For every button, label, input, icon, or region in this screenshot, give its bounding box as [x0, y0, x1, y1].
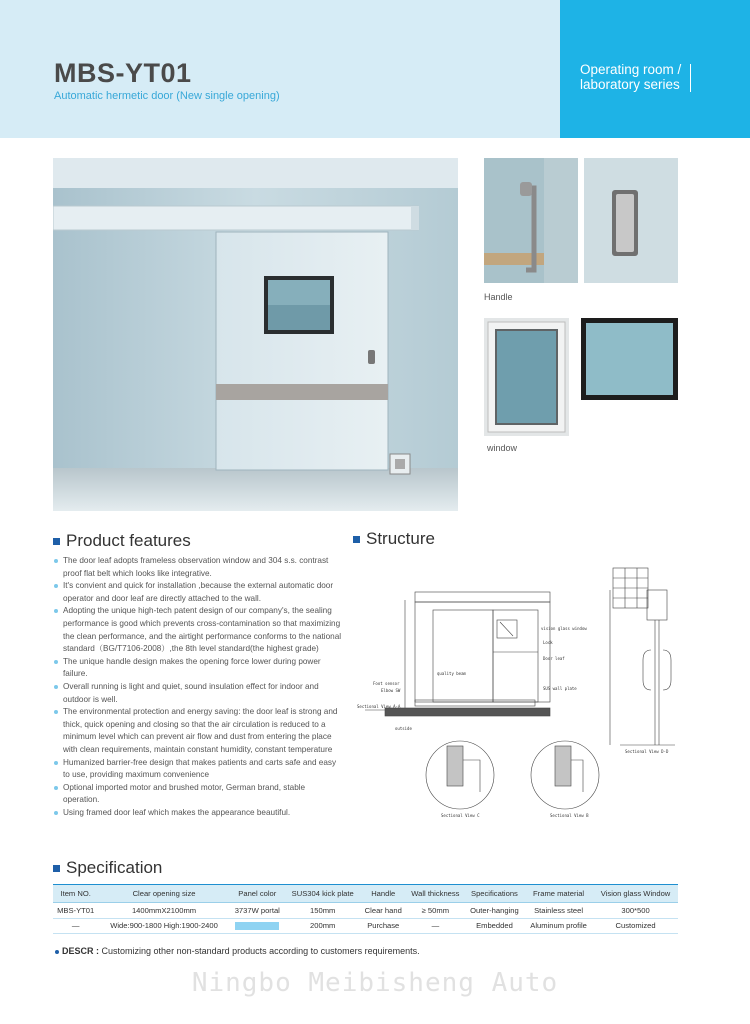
panel-color-swatch [235, 922, 279, 930]
table-header-row [53, 885, 678, 903]
table-cell: Aluminum profile [524, 918, 593, 934]
table-cell: 1400mmX2100mm [98, 903, 229, 919]
descr-note [55, 946, 420, 956]
handle-photo-2 [584, 158, 678, 283]
specification-heading [53, 858, 162, 878]
table-cell: 3737W portal [230, 903, 285, 919]
heading-square-icon [53, 865, 60, 872]
heading-square-icon [53, 538, 60, 545]
product-subtitle: Automatic hermetic door (New single opening) [54, 90, 280, 102]
feature-item: The unique handle design makes the opening force lower during power failure. [53, 656, 343, 681]
table-cell: Wide:900-1800 High:1900-2400 [98, 918, 229, 934]
structure-heading-text: Structure [366, 529, 435, 548]
table-cell: Customized [593, 918, 678, 934]
column-header: Frame material [524, 885, 593, 903]
sectional-dd-label: Sectional View D-D [625, 749, 669, 754]
table-cell: Clear hand [361, 903, 406, 919]
watermark: Ningbo Meibisheng Auto [191, 968, 559, 998]
handle-photo-1 [484, 158, 578, 283]
column-header: Specifications [465, 885, 524, 903]
window-caption: window [487, 443, 518, 453]
table-cell: 150mm [285, 903, 361, 919]
table-row [53, 903, 678, 919]
series-tab [560, 0, 750, 138]
feature-item: Optional imported motor and brushed motor, German brand, stable operation. [53, 782, 343, 807]
structure-drawing [355, 560, 720, 840]
table-cell: MBS-YT01 [53, 903, 98, 919]
table-cell: Outer-hanging [465, 903, 524, 919]
quality-beam-label: quality beam [437, 671, 466, 676]
sectional-aa-label: Sectional View A-A [357, 704, 401, 709]
table-cell: Stainless steel [524, 903, 593, 919]
handle-bar-illustration [484, 158, 578, 283]
table-cell: 300*500 [593, 903, 678, 919]
table-cell: — [53, 918, 98, 934]
features-list [53, 555, 343, 819]
feature-item: The environmental protection and energy saving: the door leaf is strong and thick, quick opening and closing so that the air circulation is reduced to a minimum level which can prevent air flow and dust from entering the place with clean requirements, maintain constant humidity, constant temperature [53, 706, 343, 756]
table-cell: 200mm [285, 918, 361, 934]
foot-sensor-label: Foot sensor [373, 681, 400, 686]
column-header: Item NO. [53, 885, 98, 903]
table-cell: — [406, 918, 465, 934]
window-photo-2 [581, 318, 678, 400]
door-illustration [53, 158, 458, 511]
table-cell: ≥ 50mm [406, 903, 465, 919]
feature-item: Overall running is light and quiet, sound insulation effect for indoor and outdoor is well. [53, 681, 343, 706]
series-divider [690, 64, 691, 92]
series-line-1: Operating room / [580, 62, 682, 77]
bullet-dot-icon [55, 950, 59, 954]
specification-table [53, 884, 678, 934]
framed-window-illustration [484, 318, 569, 436]
column-header: Panel color [230, 885, 285, 903]
recessed-handle-illustration [584, 158, 678, 283]
descr-label: DESCR : [62, 946, 100, 956]
feature-item: Humanized barrier-free design that makes patients and carts safe and easy to use, providing maximum convenience [53, 757, 343, 782]
outside-label: outside [395, 726, 412, 731]
column-header: SUS304 kick plate [285, 885, 361, 903]
lock-label: Lock [543, 640, 553, 645]
elbow-sw-label: Elbow SW [381, 688, 401, 693]
table-cell: Embedded [465, 918, 524, 934]
table-cell [230, 918, 285, 934]
frameless-window-illustration [581, 318, 678, 400]
table-cell: Purchase [361, 918, 406, 934]
column-header: Wall thickness [406, 885, 465, 903]
structure-heading [353, 529, 435, 549]
features-heading-text: Product features [66, 531, 191, 550]
series-label [580, 62, 681, 92]
sus-plate-label: SUS wall plate [543, 686, 577, 691]
heading-square-icon [353, 536, 360, 543]
descr-text: Customizing other non-standard products according to customers requirements. [101, 946, 420, 956]
specification-heading-text: Specification [66, 858, 163, 877]
door-leaf-label: Door leaf [543, 656, 565, 661]
column-header: Clear opening size [98, 885, 229, 903]
handle-caption: Handle [484, 292, 513, 302]
column-header: Vision glass Window [593, 885, 678, 903]
feature-item: Adopting the unique high-tech patent design of our company's, the sealing performance is good which prevents cross-contamination so that maximizing the clean performance, and the airtight performance conforms to the national standard（BG/T7106-2008）,the 8th level standard(the highest grade) [53, 605, 343, 655]
sectional-b-label: Sectional View B [550, 813, 589, 818]
window-photo-1 [484, 318, 569, 436]
sectional-c-label: Sectional View C [441, 813, 480, 818]
structure-svg [355, 560, 720, 840]
glass-window-label: vision glass window [541, 626, 587, 631]
features-heading [53, 531, 191, 551]
feature-item: The door leaf adopts frameless observation window and 304 s.s. contrast proof flat belt which looks like integrative. [53, 555, 343, 580]
series-line-2: laboratory series [580, 77, 680, 92]
feature-item: Using framed door leaf which makes the appearance beautiful. [53, 807, 343, 820]
product-title: MBS-YT01 [54, 58, 192, 88]
table-row [53, 918, 678, 934]
column-header: Handle [361, 885, 406, 903]
door-photo [53, 158, 458, 511]
feature-item: It's convient and quick for installation ,because the external automatic door operator and door leaf are directly attached to the wall. [53, 580, 343, 605]
